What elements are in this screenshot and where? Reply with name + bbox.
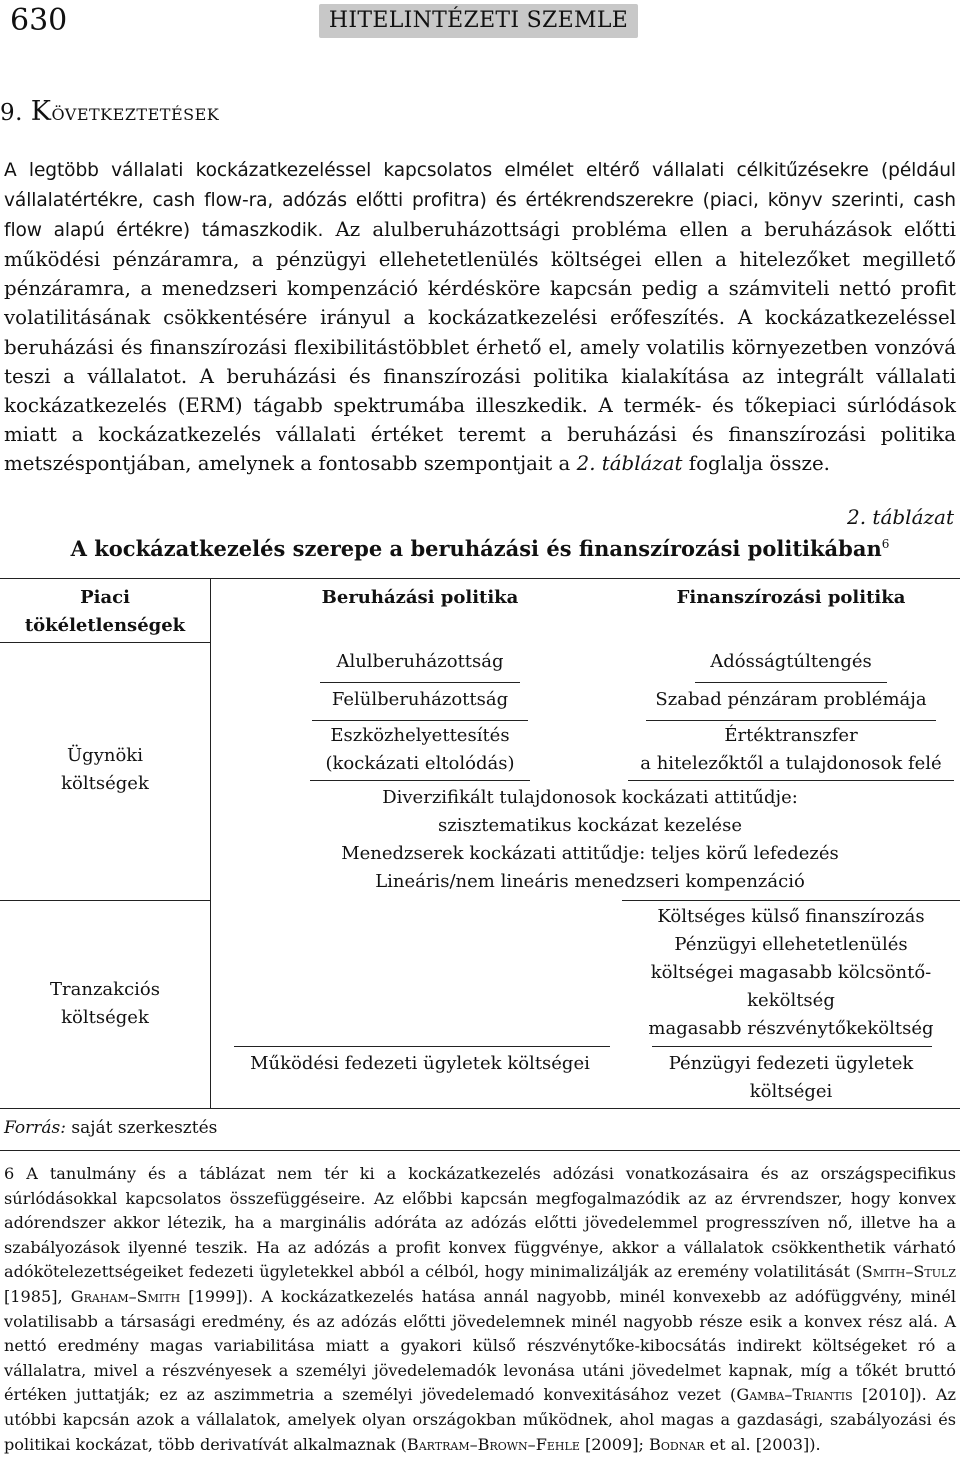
footnote-rule [0, 1150, 960, 1151]
citation: Gamba–Triantis [736, 1385, 853, 1405]
transaction-costs-label [0, 976, 210, 1032]
footnote [4, 1162, 956, 1457]
table-title [0, 536, 960, 561]
table [0, 578, 960, 1108]
merged-line: Lineáris/nem lineáris menedzseri kompenzáció [375, 871, 805, 892]
row-divider [0, 900, 210, 901]
agency-costs-label [0, 742, 210, 798]
citation: Bartram–Brown–Fehle [406, 1434, 580, 1454]
external-financing-block [622, 903, 960, 1043]
footnote-text: [1999]). A kockázatkezelés hatása annál nagyobb, minél konvexebb az adófüggvény, minél volatilisabb a társasági eredmény, és az adózás előtti jövedelemnek minél nagyobb része esik a konvex rész alá. A nettó eredmény magas variabilitása miatt a gyakori külső részvénytőke-kibocsátás indirekt költségeket ró a vállalatra, mivel a részvényesek a személyi jövedelemadók levonása utáni jövedelmet kapnak, míg a tőkét bruttó értéken juttatják; ez az aszimmetria a személyi jövedelemadó konvexitásához vezet ( [4, 1286, 956, 1405]
section-title-rest: övetkeztetések [51, 100, 220, 126]
footnote-text: et al. [2003]). [704, 1434, 821, 1454]
paragraph-part-1: A legtöbb vállalati kockázatkezeléssel kapcsolatos elmélet eltérő vállalati célkitűzésekre (például vállalatértékre, cash flow-ra, adózás előtti profitra) és értékrendszerekre (piaci, könyv szerinti, cash flow alapú értékre) támaszkodik. [4, 160, 956, 242]
operational-hedging-costs: Működési fedezeti ügyletek költségei [250, 1053, 590, 1074]
source-label: Forrás: [4, 1118, 66, 1138]
block-line: költségei magasabb kölcsöntő- [650, 962, 932, 983]
row-divider [310, 780, 530, 781]
table-title-text: A kockázatkezelés szerepe a beruházási és finanszírozási politikában [70, 536, 882, 561]
debt-overhang: Adósságtúltengés [710, 651, 872, 672]
section-number: 9. [0, 100, 23, 126]
citation: Graham–Smith [70, 1286, 181, 1306]
value-transfer [622, 722, 960, 778]
cell-line: Eszközhelyettesítés [330, 725, 510, 746]
footnote-marker: 6 [881, 537, 890, 551]
block-line: Pénzügyi ellehetetlenülés [674, 934, 908, 955]
free-cash-flow-problem: Szabad pénzáram problémája [655, 689, 927, 710]
cell-line: Értéktranszfer [724, 725, 858, 746]
financial-hedging-costs [622, 1050, 960, 1106]
footnote-text: [2009]; [579, 1434, 650, 1454]
table-number: 2. táblázat [846, 505, 954, 529]
footnote-text: [2010]). Az utóbbi kapcsán azok a vállalatok, amelyek olyan országokban működnek, ahol magas a gazdasági, szabályozási és politikai kockázat, több derivatívát alkalmaznak ( [4, 1385, 956, 1454]
header-financing-policy: Finanszírozási politika [676, 587, 906, 608]
cell-line: (kockázati eltolódás) [325, 753, 515, 774]
header-market-imperfections [0, 584, 210, 640]
paragraph-part-3: foglalja össze. [682, 451, 830, 475]
source-text: saját szerkesztés [65, 1118, 218, 1138]
merged-line: Diverzifikált tulajdonosok kockázati attitűdje: [382, 787, 798, 808]
citation: Smith–Stulz [861, 1262, 956, 1282]
cell-line: Pénzügyi fedezeti ügyletek [668, 1053, 914, 1074]
underinvestment: Alulberuházottság [336, 651, 504, 672]
row-divider [320, 682, 520, 683]
row-divider [695, 682, 887, 683]
row-divider [652, 1046, 932, 1047]
footnote-number: 6 [4, 1164, 15, 1183]
header-line: tökéletlenségek [24, 615, 186, 636]
cell-line: költségei [749, 1081, 833, 1102]
label-line: Ügynöki [67, 745, 143, 766]
header-investment-policy: Beruházási politika [321, 587, 519, 608]
merged-line: szisztematikus kockázat kezelése [438, 815, 742, 836]
table-reference: 2. táblázat [576, 451, 683, 475]
footnote-text: [1985], [4, 1286, 71, 1306]
citation: Bodnar [649, 1434, 705, 1454]
block-line: magasabb részvénytőkeköltség [648, 1018, 934, 1039]
row-divider [646, 720, 936, 721]
overinvestment: Felülberuházottság [331, 689, 509, 710]
risk-attitude-block [220, 784, 960, 896]
row-divider [312, 720, 528, 721]
block-line: keköltség [747, 990, 835, 1011]
label-line: Tranzakciós [50, 979, 160, 1000]
body-paragraph [4, 155, 956, 478]
row-divider [628, 780, 954, 781]
footnote-text: A tanulmány és a táblázat nem tér ki a kockázatkezelés adózási vonatkozásaira és az országspecifikus súrlódásokkal kapcsolatos összefüggéseire. Az előbbi kapcsán megfogalmazódik az az érvrendszer, hogy konvex adórendszer akkor létezik, ha a marginális adóráta az adózás előtti jövedelemmel progresszíven nő, illetve ha a szabályozások ilyenné teszik. Ha az adózás a profit konvex függvénye, akkor a vállalatok csökkenthetik várható adókötelezettségeiket fedezeti ügyletekkel abból a célból, hogy minimalizálják az eremény volatilitását ( [4, 1164, 956, 1282]
section-title-initial: K [30, 96, 52, 127]
block-line: Költséges külső finanszírozás [657, 906, 925, 927]
asset-substitution [220, 722, 620, 778]
label-line: költségek [61, 1007, 149, 1028]
header-line: Piaci [80, 587, 130, 608]
table-bottom-rule [0, 1108, 960, 1109]
row-divider [0, 642, 210, 643]
page-number: 630 [10, 3, 68, 38]
table-source [4, 1118, 217, 1138]
paragraph-part-2: Az alulberuházottsági probléma ellen a beruházások előtti működési pénzáramra, a pénzügyi ellehetetlenülés költségei ellen a hitelezőket megillető pénzáramra, a menedzseri kompenzáció kérdésköre kapcsán pedig a számviteli nettó profit volatilitásának csökkentésére irányul a kockázatkezelési erőfeszítés. A kockázatkezeléssel beruházási és finanszírozási flexibilitástöbblet érhető el, amely volatilis környezetben vonzóvá teszi a vállalatot. A beruházási és finanszírozási politika kialakítása az integrált vállalati kockázatkezelés (ERM) tágabb spektrumába illeszkedik. A termék- és tőkepiaci súrlódások miatt a kockázatkezelés vállalati értéket teremt a beruházási és finanszírozási politika metszéspontjában, amelynek a fontosabb szempontjait a [4, 218, 956, 475]
label-line: költségek [61, 773, 149, 794]
merged-line: Menedzserek kockázati attitűdje: teljes körű lefedezés [341, 843, 839, 864]
section-heading [0, 96, 219, 127]
column-divider [210, 578, 211, 1108]
row-divider [234, 1046, 610, 1047]
journal-title-box: HITELINTÉZETI SZEMLE [319, 4, 638, 38]
row-divider [622, 900, 960, 901]
cell-line: a hitelezőktől a tulajdonosok felé [640, 753, 942, 774]
